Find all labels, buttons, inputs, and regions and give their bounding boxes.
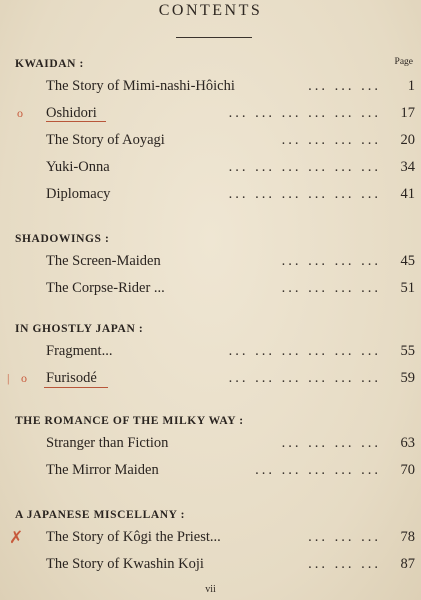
- toc-entry[interactable]: [15, 275, 421, 302]
- leader-dots: ... ... ... ... ... ...: [228, 370, 381, 386]
- leader-dots: ... ... ... ... ... ...: [228, 159, 381, 175]
- leader-dots: ... ... ... ...: [281, 280, 381, 296]
- toc-entry[interactable]: [15, 154, 421, 181]
- entry-title: Furisodé: [46, 370, 97, 386]
- leader-dots: ... ... ...: [308, 78, 381, 94]
- toc-entry[interactable]: [15, 248, 421, 275]
- leader-dots: ... ... ... ... ... ...: [228, 343, 381, 359]
- toc-entry[interactable]: [15, 551, 421, 578]
- section-heading: SHADOWINGS :: [15, 233, 110, 245]
- entry-page: 34: [400, 159, 415, 175]
- section-heading: A JAPANESE MISCELLANY :: [15, 509, 186, 521]
- entry-page: 63: [400, 435, 415, 451]
- leader-dots: ... ... ... ... ... ...: [228, 105, 381, 121]
- entry-page: 1: [407, 78, 415, 94]
- pencil-underline: [44, 387, 108, 388]
- toc-entry[interactable]: [15, 100, 421, 127]
- title-rule: [176, 37, 252, 38]
- section-heading: KWAIDAN :: [15, 58, 84, 70]
- entry-title: The Story of Aoyagi: [46, 132, 165, 148]
- entry-title: The Story of Kôgi the Priest...: [46, 529, 221, 545]
- entry-page: 20: [400, 132, 415, 148]
- entry-title: The Mirror Maiden: [46, 462, 159, 478]
- pencil-circle-mark-icon: o: [17, 106, 23, 120]
- entry-page: 41: [400, 186, 415, 202]
- entry-title: Yuki-Onna: [46, 159, 110, 175]
- entry-title: The Story of Kwashin Koji: [46, 556, 204, 572]
- section-a-japanese-miscellany: [9, 506, 421, 578]
- entry-page: 87: [400, 556, 415, 572]
- pencil-circle-mark-icon: o: [21, 371, 27, 385]
- entry-page: 17: [400, 105, 415, 121]
- leader-dots: ... ... ... ...: [281, 435, 381, 451]
- entry-page: 45: [400, 253, 415, 269]
- leader-dots: ... ... ...: [308, 556, 381, 572]
- entry-title: Fragment...: [46, 343, 113, 359]
- entry-title: The Screen-Maiden: [46, 253, 161, 269]
- toc-entry[interactable]: [15, 73, 421, 100]
- toc-entry[interactable]: [15, 457, 421, 484]
- entry-title: Stranger than Fiction: [46, 435, 169, 451]
- pencil-x-mark-icon: ✗: [9, 528, 24, 547]
- toc-entry[interactable]: [7, 365, 421, 392]
- page-folio: vii: [205, 584, 216, 595]
- toc-entry[interactable]: [15, 430, 421, 457]
- toc-entry[interactable]: [15, 127, 421, 154]
- entry-title: The Story of Mimi-nashi-Hôichi: [46, 78, 235, 94]
- section-shadowings: [15, 230, 421, 302]
- leader-dots: ... ... ... ... ... ...: [228, 186, 381, 202]
- toc-entry[interactable]: [15, 181, 421, 208]
- entry-title: Diplomacy: [46, 186, 111, 202]
- section-in-ghostly-japan: [7, 320, 421, 392]
- leader-dots: ... ... ... ...: [281, 132, 381, 148]
- page-title: CONTENTS: [158, 2, 263, 19]
- leader-dots: ... ... ...: [308, 529, 381, 545]
- entry-page: 78: [400, 529, 415, 545]
- leader-dots: ... ... ... ...: [281, 253, 381, 269]
- page-column-label: Page: [394, 57, 413, 67]
- toc-entry[interactable]: [15, 338, 421, 365]
- entry-title: The Corpse-Rider ...: [46, 280, 165, 296]
- toc-entry[interactable]: [9, 524, 421, 551]
- entry-page: 51: [400, 280, 415, 296]
- section-romance-of-the-milky-way: [15, 412, 421, 484]
- entry-page: 55: [400, 343, 415, 359]
- section-heading: THE ROMANCE OF THE MILKY WAY :: [15, 415, 244, 427]
- section-heading: IN GHOSTLY JAPAN :: [15, 323, 144, 335]
- pencil-tick-mark-icon: |: [7, 371, 10, 385]
- section-kwaidan: [15, 55, 421, 208]
- entry-page: 59: [400, 370, 415, 386]
- pencil-underline: [46, 121, 106, 122]
- entry-title: Oshidori: [46, 105, 97, 121]
- entry-page: 70: [400, 462, 415, 478]
- leader-dots: ... ... ... ... ...: [255, 462, 381, 478]
